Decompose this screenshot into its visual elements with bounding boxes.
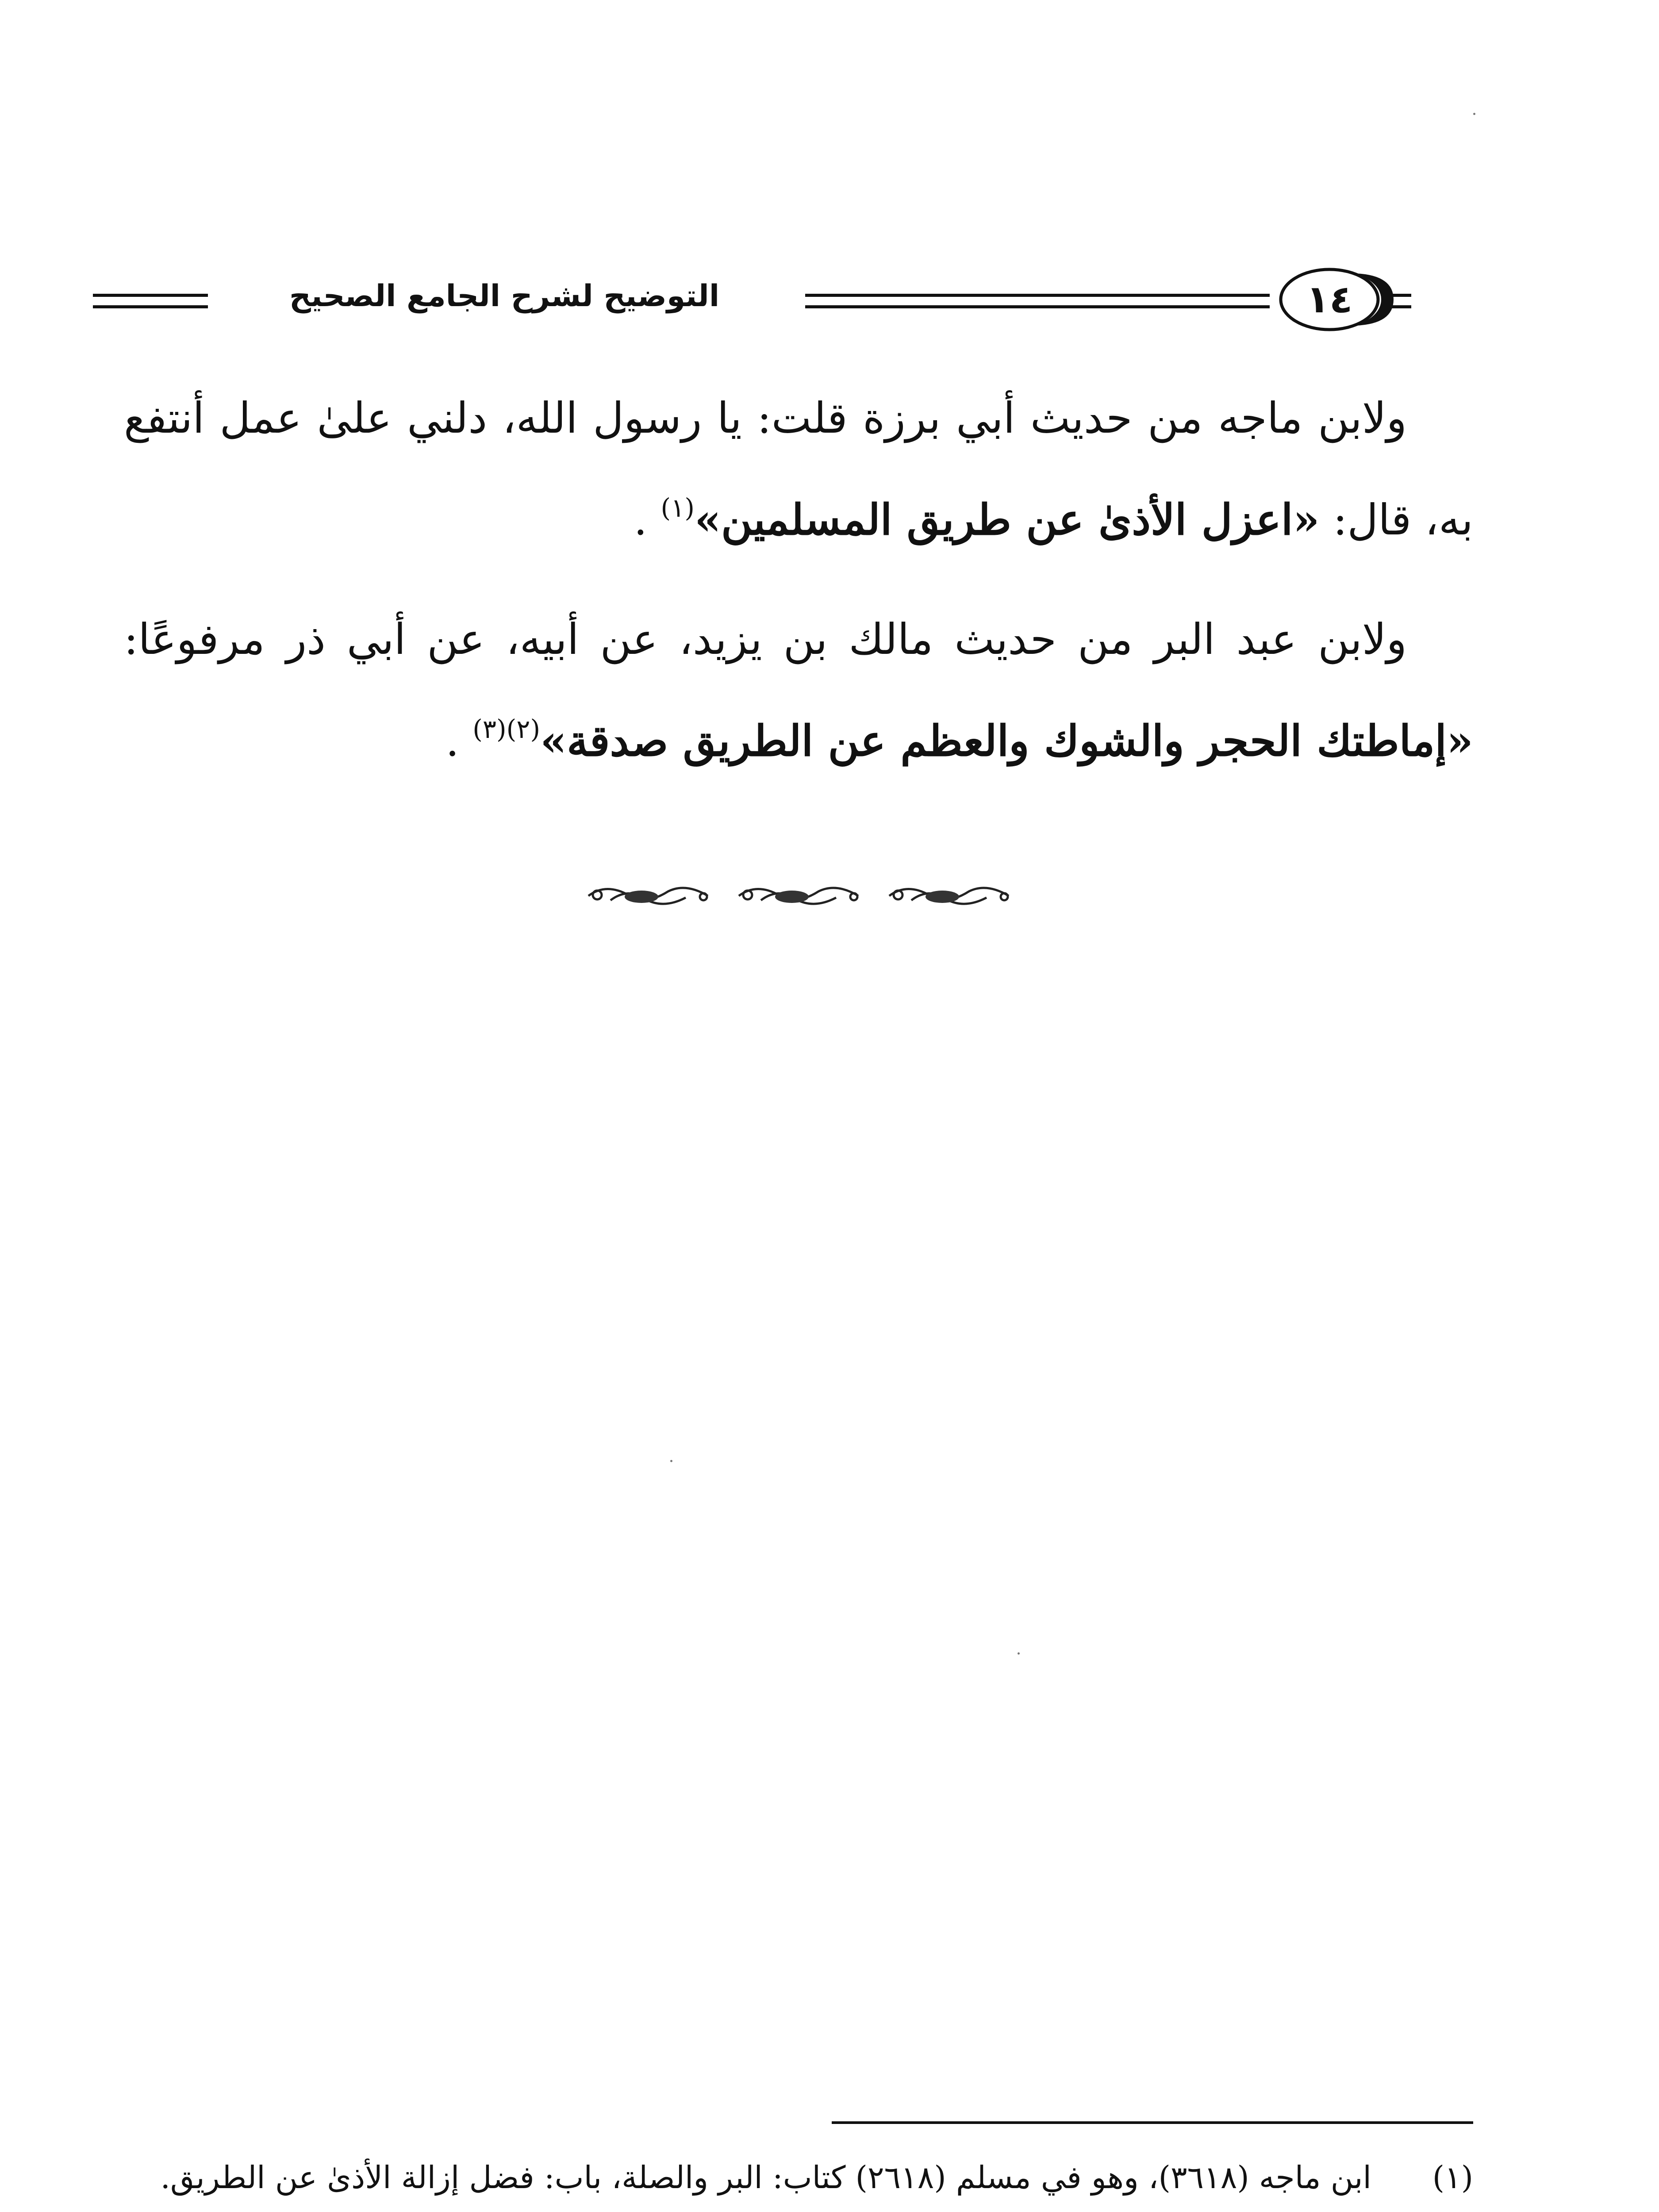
header-rule-top bbox=[93, 294, 208, 297]
page-number: ١٤ bbox=[1306, 277, 1353, 322]
header-rule-bottom bbox=[805, 305, 1270, 308]
scan-speck bbox=[1018, 1652, 1020, 1655]
paragraph bbox=[124, 367, 1473, 571]
paragraph-text: ولابن عبد البر من حديث مالك بن يزيد، عن أبيه، عن أبي ذر مرفوعًا: bbox=[124, 614, 1407, 664]
footnote-reference[interactable]: (٢)(٣) bbox=[472, 714, 541, 744]
hadith-quote: «إماطتك الحجر والشوك والعظم عن الطريق صدقة» bbox=[540, 716, 1473, 766]
scan-speck bbox=[670, 1460, 672, 1462]
footnotes bbox=[124, 2150, 1473, 2212]
paragraph-end-mark: . bbox=[634, 495, 661, 545]
header-rule-top bbox=[805, 294, 1270, 297]
paragraph-text: ولابن ماجه من حديث أبي برزة قلت: يا رسول الله، دلني علىٰ عمل أنتفع به، قال: bbox=[124, 393, 1473, 545]
paragraph bbox=[124, 588, 1473, 792]
scan-speck bbox=[1473, 113, 1475, 115]
floral-ornament-icon bbox=[580, 878, 1022, 914]
footnote bbox=[124, 2150, 1473, 2205]
book-title: التوضيح لشرح الجامع الصحيح bbox=[289, 279, 720, 314]
running-header bbox=[93, 248, 1473, 354]
hadith-quote: «اعزل الأذىٰ عن طريق المسلمين» bbox=[694, 495, 1320, 545]
header-rule-bottom bbox=[93, 305, 208, 308]
footnote-number: (١) bbox=[1432, 2159, 1473, 2196]
footnote-text: ابن ماجه (٣٦١٨)، وهو في مسلم (٢٦١٨) كتاب: البر والصلة، باب: فضل إزالة الأذىٰ عن الطريق. bbox=[160, 2159, 1371, 2196]
section-end-ornament bbox=[580, 878, 1022, 914]
page-number-badge bbox=[1261, 260, 1411, 340]
footnote-separator bbox=[832, 2121, 1473, 2124]
main-text bbox=[124, 367, 1473, 810]
footnote-reference[interactable]: (١) bbox=[661, 493, 695, 523]
paragraph-end-mark: . bbox=[445, 716, 473, 766]
